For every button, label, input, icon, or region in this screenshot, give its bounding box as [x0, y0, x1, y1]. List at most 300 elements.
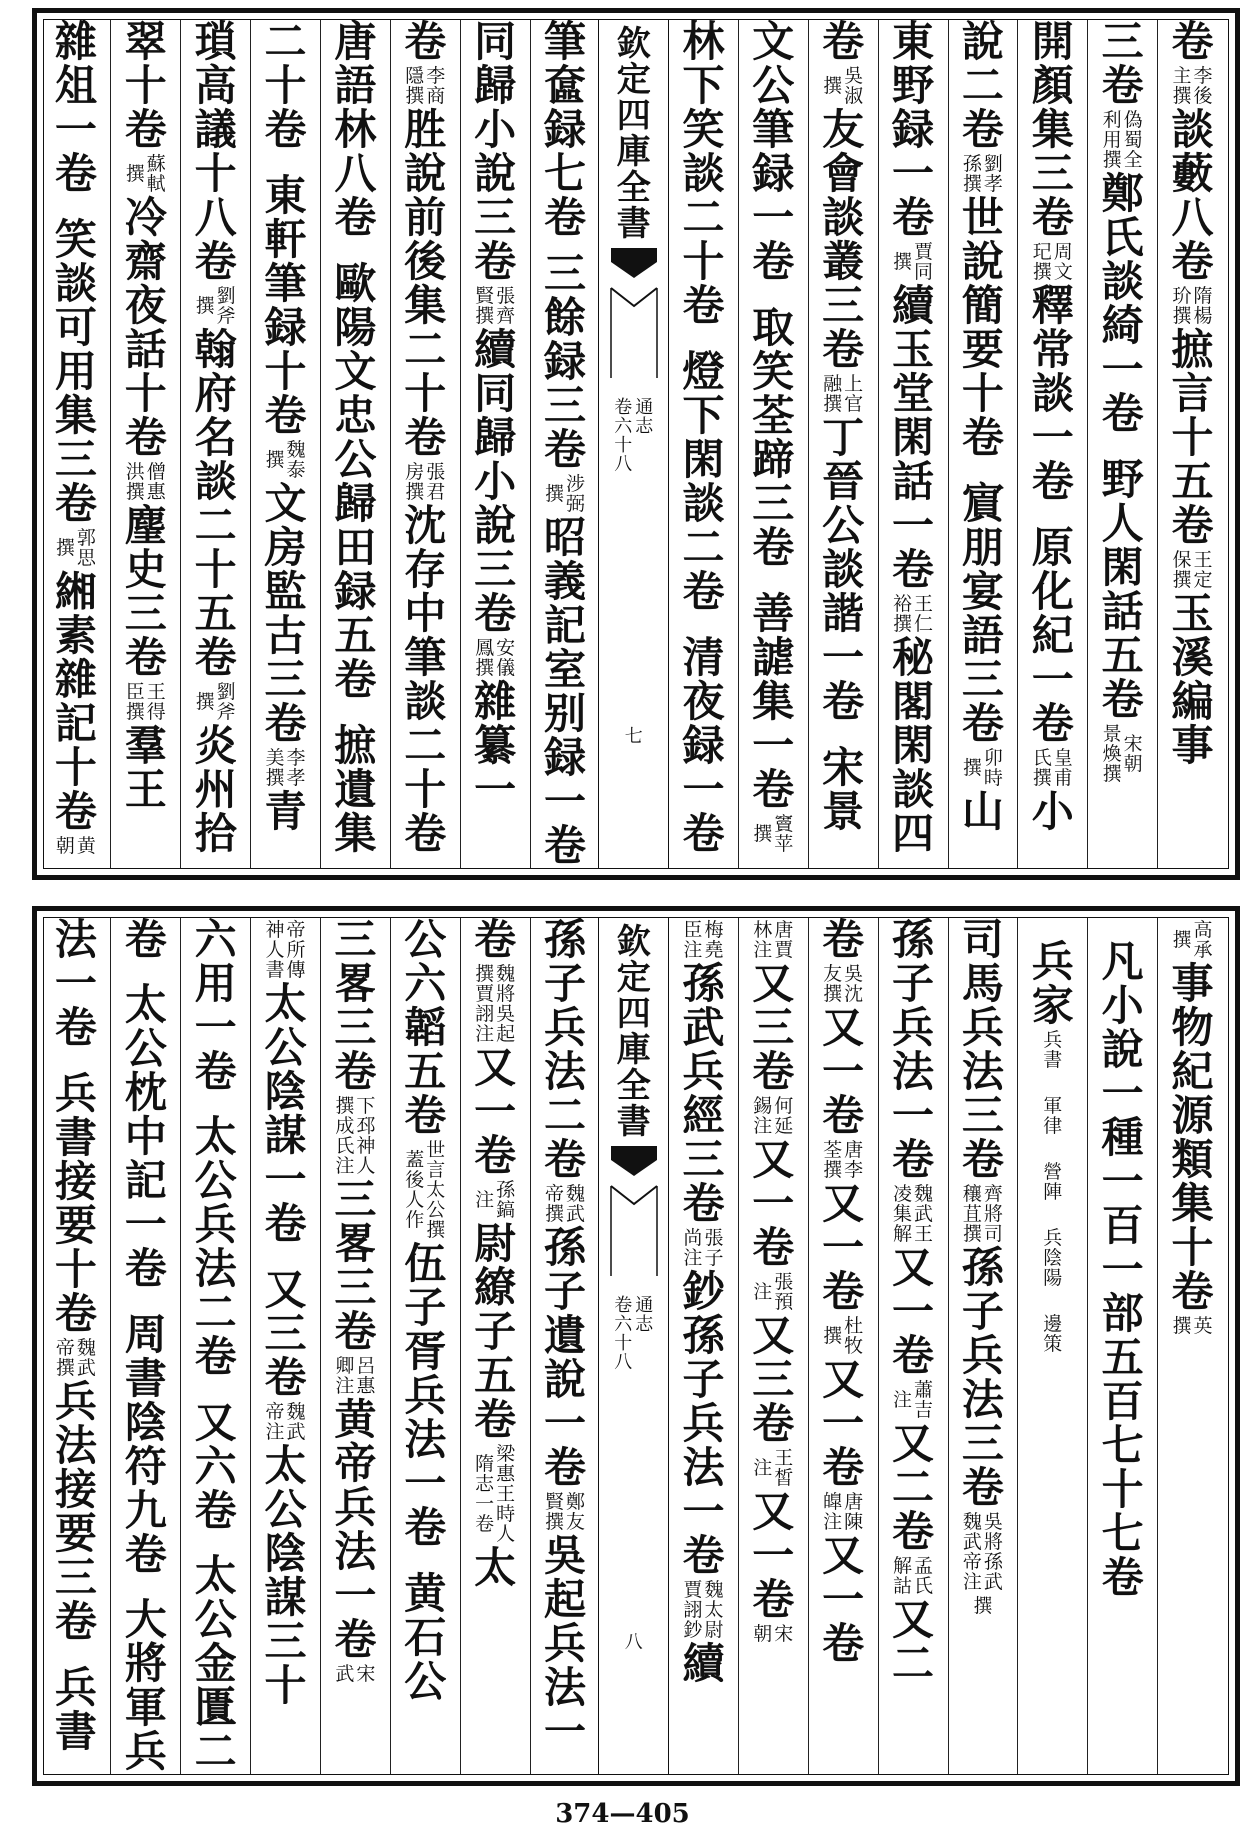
main-text: 孫 子 兵 法 三 卷 — [961, 1243, 1004, 1512]
main-text: 丁 晉 公 談 諧 一 卷 — [822, 413, 865, 726]
annotation — [405, 66, 445, 106]
column-rule — [1087, 20, 1088, 868]
annotation-line: 賢 撰 — [475, 285, 495, 327]
main-text: 賔 朋 宴 語 三 卷 — [961, 479, 1004, 748]
annotation-line: 邊 策 — [1043, 1313, 1063, 1355]
annotation-line: 隋 志 一 卷 — [475, 1453, 495, 1535]
annotation-line: 王 定 — [1193, 549, 1213, 591]
column-rule — [320, 918, 321, 1774]
main-text: 沈 存 中 筆 談 二 十 卷 — [404, 501, 447, 858]
main-text: 摭 遺 集 — [334, 721, 377, 858]
main-text: 摭 言 十 五 卷 — [1171, 325, 1214, 550]
page-number: 374—405 — [555, 1799, 690, 1829]
column-rule — [180, 918, 181, 1774]
annotation-line: 張 預 — [774, 1271, 794, 1313]
annotation-line: 皇 甫 — [1053, 747, 1073, 789]
annotation — [56, 528, 96, 568]
annotation-line: 朝 — [753, 1623, 773, 1645]
column-rule — [738, 918, 739, 1774]
main-text: 同 歸 小 說 三 卷 — [474, 20, 517, 286]
main-text: 宋 景 — [822, 743, 865, 836]
main-text: 太 公 陰 謀 一 卷 — [264, 979, 307, 1248]
annotation-line: 英 — [1193, 1315, 1213, 1337]
column-rule — [250, 20, 251, 868]
text-column — [810, 20, 876, 868]
main-text: 孫 武 兵 經 三 卷 — [682, 959, 725, 1228]
annotation-line: 周 文 — [1053, 241, 1073, 283]
main-text: 野 人 閑 話 五 卷 — [1101, 455, 1144, 724]
column-rule — [948, 918, 949, 1774]
annotation-line: 高 承 — [1193, 919, 1213, 961]
text-column — [671, 20, 737, 868]
annotation-line: 宋 — [774, 1623, 794, 1645]
book-title: 欽 定 四 庫 全 書 — [616, 922, 651, 1142]
main-text: 歐 陽 文 忠 公 歸 田 録 五 卷 — [334, 259, 377, 704]
main-text: 翰 府 名 談 二 十 五 卷 — [194, 325, 237, 682]
annotation-line: 撰 — [195, 691, 215, 713]
main-text: 又 一 卷 — [474, 1043, 517, 1180]
main-text: 雜 俎 一 卷 — [54, 20, 97, 198]
text-column — [1160, 20, 1226, 868]
main-text: 又 三 卷 — [752, 1311, 795, 1448]
annotation-line: 魏 武 — [565, 1183, 585, 1225]
main-text: 司 馬 兵 法 三 卷 — [961, 918, 1004, 1184]
annotation-line: 撰 — [1172, 929, 1192, 951]
annotation-line: 蘇 軾 — [146, 153, 166, 195]
column-rule — [1157, 20, 1158, 868]
annotation — [335, 1096, 375, 1176]
annotation-line: 撰 — [125, 163, 145, 185]
annotation — [1103, 110, 1143, 170]
main-text: 伍 子 胥 兵 法 一 卷 — [404, 1239, 447, 1552]
column-rule — [250, 918, 251, 1774]
annotation-line: 洪 撰 — [125, 461, 145, 503]
column-rule — [1087, 918, 1088, 1774]
annotation-line: 保 撰 — [1172, 549, 1192, 591]
annotation-line: 帝 所 傳 — [286, 919, 306, 981]
column-rule — [1017, 918, 1018, 1774]
text-column — [532, 20, 598, 868]
annotation — [1033, 242, 1073, 282]
column-rule — [878, 20, 879, 868]
text-column — [322, 20, 388, 868]
annotation — [753, 814, 793, 854]
annotation — [823, 1140, 863, 1180]
annotation-line: 劉 斧 — [216, 681, 236, 723]
annotation-line: 撰 — [544, 483, 564, 505]
column-rule — [878, 918, 879, 1774]
annotation-line: 賢 撰 — [544, 1491, 564, 1533]
main-text: 文 房 監 古 三 卷 — [264, 479, 307, 748]
annotation — [893, 242, 933, 282]
text-column — [1090, 20, 1156, 868]
annotation-line: 劉 斧 — [216, 285, 236, 327]
main-text: 兵 家 — [1031, 937, 1074, 1030]
annotation-line: 撰 — [823, 1325, 843, 1347]
annotation-line: 玠 撰 — [1172, 285, 1192, 327]
main-text: 續 同 歸 小 說 三 卷 — [474, 325, 517, 638]
annotation — [1173, 550, 1213, 590]
annotation-line: 張 子 — [704, 1227, 724, 1269]
main-text: 續 玉 堂 閑 話 一 卷 — [892, 281, 935, 594]
annotation-line: 撰 — [1172, 1315, 1192, 1337]
text-column — [740, 20, 806, 868]
annotation-line: 魏 泰 — [286, 439, 306, 481]
text-column — [392, 918, 458, 1774]
main-text: 山 — [961, 787, 1004, 836]
volume-label — [614, 1296, 653, 1372]
main-text: 瑣 高 議 十 八 卷 — [194, 20, 237, 286]
main-text: 孫 子 兵 法 二 卷 — [543, 918, 586, 1184]
main-text: 二 十 卷 — [264, 20, 307, 154]
leaf-page-number: 七 — [624, 726, 643, 747]
main-text: 又 六 卷 — [194, 1397, 237, 1535]
annotation-line: 下 邳 神 人 — [356, 1095, 376, 1177]
annotation-line: 魏 將 吳 起 — [496, 963, 516, 1045]
main-text: 又 二 卷 — [892, 1419, 935, 1556]
annotation-line: 解 詁 — [893, 1555, 913, 1597]
main-text: 玉 溪 編 事 — [1171, 589, 1214, 770]
annotation-line: 孟 氏 — [914, 1555, 934, 1597]
annotation-line: 帝 撰 — [544, 1183, 564, 1225]
annotation-line: 臣 撰 — [125, 681, 145, 723]
annotation-line: 朝 — [55, 835, 75, 857]
annotation-line: 魏 武 — [76, 1337, 96, 1379]
column-rule — [948, 20, 949, 868]
annotation — [963, 154, 1003, 194]
annotation — [475, 638, 515, 678]
annotation-line: 李 後 — [1193, 65, 1213, 107]
annotation-line: 唐 陳 — [844, 1491, 864, 1533]
annotation-line: 杜 牧 — [844, 1315, 864, 1357]
annotation — [335, 1664, 375, 1684]
main-text: 孫 子 兵 法 一 卷 — [892, 918, 935, 1184]
main-text: 笑 談 可 用 集 三 卷 — [54, 215, 97, 528]
main-text: 又 一 卷 — [822, 1179, 865, 1316]
main-text: 唐 語 林 八 卷 — [334, 20, 377, 242]
column-rule — [390, 20, 391, 868]
main-text: 兵 法 接 要 三 卷 — [54, 1377, 97, 1646]
annotation — [963, 1512, 1003, 1592]
main-text: 又 三 卷 — [752, 959, 795, 1096]
annotation-line: 齊 將 司 — [983, 1183, 1003, 1245]
top-leaf-frame — [43, 19, 1229, 869]
main-text: 續 — [682, 1639, 725, 1688]
annotation-line: 上 官 — [844, 373, 864, 415]
main-text: 三 餘 録 三 卷 — [543, 249, 586, 474]
main-text: 燈 下 閑 談 二 卷 — [682, 347, 725, 616]
annotation-line: 撰 — [195, 295, 215, 317]
main-text: 兵 書 接 要 十 卷 — [54, 1069, 97, 1338]
volume-line: 卷 六 十 八 — [614, 397, 633, 475]
main-text: 卷 — [1171, 20, 1214, 66]
annotation — [545, 474, 585, 514]
main-text: 三 畧 三 卷 — [334, 918, 377, 1096]
center-fold — [598, 918, 669, 1774]
annotation-line: 注 — [753, 1457, 773, 1479]
annotation-line: 王 得 — [146, 681, 166, 723]
annotation-line: 唐 賈 — [774, 919, 794, 961]
annotation-line: 美 撰 — [265, 747, 285, 789]
annotation-line: 卯 時 — [983, 747, 1003, 789]
text-column — [183, 20, 249, 868]
annotation-line: 張 齊 — [496, 285, 516, 327]
column-rule — [1017, 20, 1018, 868]
main-text: 吳 起 兵 法 一 — [543, 1531, 586, 1756]
leaf-page-number: 八 — [624, 1632, 643, 1653]
annotation-line: 涉 弼 — [565, 473, 585, 515]
annotation-line: 吳 將 孫 武 — [983, 1511, 1003, 1593]
annotation-line: 魏 武 王 — [914, 1183, 934, 1245]
annotation-line: 竇 苹 — [774, 813, 794, 855]
column-rule — [320, 20, 321, 868]
annotation-line: 撰 — [823, 75, 843, 97]
text-column — [253, 20, 319, 868]
text-column — [462, 918, 528, 1774]
annotation-line: 梁 惠 王 時 人 — [496, 1443, 516, 1545]
annotation-line: 兵 書 — [1043, 1029, 1063, 1071]
main-text: 太 公 兵 法 二 卷 — [194, 1112, 237, 1382]
annotation — [753, 1096, 793, 1136]
annotation-line: 臣 注 — [683, 919, 703, 961]
top-leaf — [32, 8, 1240, 880]
fishtail-mark — [609, 1146, 659, 1276]
column-rule — [390, 918, 391, 1774]
annotation — [893, 594, 933, 634]
annotation-line: 賈 詡 鈔 — [683, 1579, 703, 1641]
main-text: 原 化 紀 一 卷 — [1031, 523, 1074, 748]
text-column — [1090, 918, 1156, 1774]
text-column — [253, 918, 319, 1774]
main-text: 麈 史 三 卷 — [124, 501, 167, 682]
annotation-line: 黄 — [76, 835, 96, 857]
text-column — [1020, 918, 1086, 1774]
annotation-line: 撰 — [962, 757, 982, 779]
main-text: 善 謔 集 一 卷 — [752, 589, 795, 814]
main-text: 事 物 紀 源 類 集 十 卷 — [1171, 959, 1214, 1316]
annotation-line: 何 延 — [774, 1095, 794, 1137]
text-column — [671, 918, 737, 1774]
main-text: 法 一 卷 — [54, 918, 97, 1052]
column-rule — [808, 20, 809, 868]
volume-line: 通 志 — [635, 1295, 654, 1335]
column-rule — [460, 918, 461, 1774]
main-text: 炎 州 拾 — [194, 721, 237, 858]
main-text: 鈔 孫 子 兵 法 一 卷 — [682, 1267, 725, 1580]
text-column — [532, 918, 598, 1774]
main-text: 開 顏 集 三 卷 — [1031, 20, 1074, 242]
annotation-line: 尚 注 — [683, 1227, 703, 1269]
annotation — [823, 374, 863, 414]
annotation-line: 郭 思 — [76, 527, 96, 569]
main-text: 又 一 卷 — [892, 1243, 935, 1380]
main-text: 三 畧 三 卷 — [334, 1175, 377, 1356]
annotation-line: 撰 — [55, 537, 75, 559]
column-rule — [530, 918, 531, 1774]
main-text: 羣 王 — [124, 721, 167, 814]
annotation-line: 世 言 太 公 撰 — [426, 1139, 446, 1241]
column-rule — [110, 20, 111, 868]
text-column — [43, 20, 109, 868]
annotation-line: 李 孝 — [286, 747, 306, 789]
main-text: 尉 繚 子 五 卷 — [474, 1219, 517, 1444]
annotation — [893, 1556, 933, 1596]
main-text: 太 公 枕 中 記 一 卷 — [124, 980, 167, 1294]
annotation-line: 神 人 書 — [265, 919, 285, 981]
main-text: 昭 義 記 室 别 録 一 卷 — [543, 513, 586, 868]
annotation — [1173, 286, 1213, 326]
annotation-line: 友 撰 — [823, 963, 843, 1005]
main-text: 卷 — [124, 918, 167, 964]
text-column — [322, 918, 388, 1774]
main-text: 太 公 陰 謀 三 十 — [264, 1441, 307, 1710]
main-text: 孫 子 遺 說 一 卷 — [543, 1223, 586, 1492]
annotation — [196, 286, 236, 326]
annotation-line: 林 注 — [753, 919, 773, 961]
annotation — [265, 748, 305, 788]
annotation — [963, 1184, 1003, 1244]
annotation — [475, 286, 515, 326]
main-text: 黄 石 公 — [404, 1569, 447, 1706]
annotation-line: 劉 孝 — [983, 153, 1003, 195]
annotation — [475, 964, 515, 1044]
annotation-line: 凌 集 解 — [893, 1183, 913, 1245]
main-text: 釋 常 談 一 卷 — [1031, 281, 1074, 506]
annotation — [1173, 1316, 1213, 1336]
annotation — [56, 1338, 96, 1378]
annotation-line: 錫 注 — [753, 1095, 773, 1137]
annotation-line: 融 撰 — [823, 373, 843, 415]
annotation-line: 孫 鎬 — [496, 1179, 516, 1221]
text-column — [950, 20, 1016, 868]
main-text: 翠 十 卷 — [124, 20, 167, 154]
annotation — [683, 920, 723, 960]
center-fold — [598, 20, 669, 868]
annotation — [475, 1444, 515, 1544]
main-text: 又 三 卷 — [264, 1265, 307, 1402]
text-column — [1020, 20, 1086, 868]
annotation-line: 王 仁 — [914, 593, 934, 635]
annotation-line: 孫 撰 — [962, 153, 982, 195]
main-text: 世 說 簡 要 十 卷 — [961, 193, 1004, 462]
annotation-line: 宋 朝 — [1123, 733, 1143, 775]
text-column — [113, 20, 179, 868]
main-text: 三 卷 — [1101, 20, 1144, 110]
annotation-line: 張 君 — [426, 461, 446, 503]
main-text: 又 二 — [892, 1595, 935, 1688]
annotation — [126, 682, 166, 722]
annotation — [1173, 920, 1213, 960]
annotation-line: 武 — [335, 1663, 355, 1685]
annotation-line: 營 陣 — [1043, 1161, 1063, 1203]
annotation-line: 荃 撰 — [823, 1139, 843, 1181]
book-title: 欽 定 四 庫 全 書 — [616, 24, 651, 244]
column-rule — [460, 20, 461, 868]
main-text: 清 夜 録 一 卷 — [682, 633, 725, 858]
text-column — [462, 20, 528, 868]
main-text: 鄭 氏 談 綺 一 卷 — [1101, 169, 1144, 438]
volume-line: 卷 六 十 八 — [614, 1295, 633, 1373]
column-rule — [1157, 918, 1158, 1774]
annotation-line: 宋 — [356, 1663, 376, 1685]
annotation-line: 主 撰 — [1172, 65, 1192, 107]
annotation-line: 帝 注 — [265, 1401, 285, 1443]
main-text: 又 一 卷 — [822, 1003, 865, 1140]
annotation — [753, 1624, 793, 1644]
text-column — [392, 20, 458, 868]
main-text: 東 軒 筆 録 十 卷 — [264, 171, 307, 440]
main-text: 卷 — [822, 918, 865, 964]
main-text: 說 二 卷 — [961, 20, 1004, 154]
main-text: 凡 小 說 一 種 一 百 一 部 五 百 七 十 七 卷 — [1101, 937, 1144, 1602]
annotation-line: 魏 武 — [286, 1401, 306, 1443]
annotation — [753, 1448, 793, 1488]
annotation — [265, 1402, 305, 1442]
annotation — [545, 1492, 585, 1532]
annotation — [963, 748, 1003, 788]
annotation-line: 帝 撰 — [55, 1337, 75, 1379]
annotation-line: 撰 — [973, 1595, 993, 1617]
main-text: 周 書 陰 符 九 卷 — [124, 1309, 167, 1579]
annotation-line: 景 煥 撰 — [1102, 723, 1122, 785]
main-text: 青 — [264, 787, 307, 836]
annotation — [126, 462, 166, 502]
annotation-line: 房 撰 — [405, 461, 425, 503]
annotation — [1043, 1228, 1062, 1288]
annotation-line: 魏 太 尉 — [704, 1579, 724, 1641]
main-text: 兵 書 — [54, 1663, 97, 1756]
main-text: 又 一 卷 — [752, 1135, 795, 1272]
annotation — [823, 964, 863, 1004]
main-text: 談 藪 八 卷 — [1171, 105, 1214, 286]
annotation-line: 安 儀 — [496, 637, 516, 679]
top-text-area — [44, 20, 1228, 868]
annotation-line: 撰 賈 詡 注 — [475, 963, 495, 1045]
main-text: 又 一 卷 — [822, 1355, 865, 1492]
main-text: 太 — [474, 1543, 517, 1592]
annotation — [1043, 1314, 1062, 1354]
annotation-line: 裕 撰 — [893, 593, 913, 635]
annotation — [545, 1184, 585, 1224]
column-rule — [738, 20, 739, 868]
text-column — [43, 918, 109, 1774]
main-text: 取 笑 荃 蹄 三 卷 — [752, 303, 795, 572]
annotation-line: 撰 成 氏 注 — [335, 1095, 355, 1177]
text-column — [950, 918, 1016, 1774]
column-rule — [530, 20, 531, 868]
annotation — [1043, 1096, 1062, 1136]
annotation — [475, 1180, 515, 1220]
annotation — [126, 154, 166, 194]
annotation — [753, 920, 793, 960]
text-column — [183, 918, 249, 1774]
column-rule — [808, 918, 809, 1774]
annotation-line: 鳳 撰 — [475, 637, 495, 679]
annotation — [683, 1228, 723, 1268]
annotation — [265, 440, 305, 480]
annotation-line: 卿 注 — [335, 1355, 355, 1397]
annotation-line: 吳 淑 — [844, 65, 864, 107]
annotation — [823, 1316, 863, 1356]
column-rule — [180, 20, 181, 868]
main-text: 小 — [1031, 787, 1074, 836]
text-column — [740, 918, 806, 1774]
annotation-line: 王 皙 — [774, 1447, 794, 1489]
annotation-line: 賈 同 — [914, 241, 934, 283]
column-rule — [110, 918, 111, 1774]
annotation-line: 氏 撰 — [1032, 747, 1052, 789]
bottom-text-area — [44, 918, 1228, 1774]
